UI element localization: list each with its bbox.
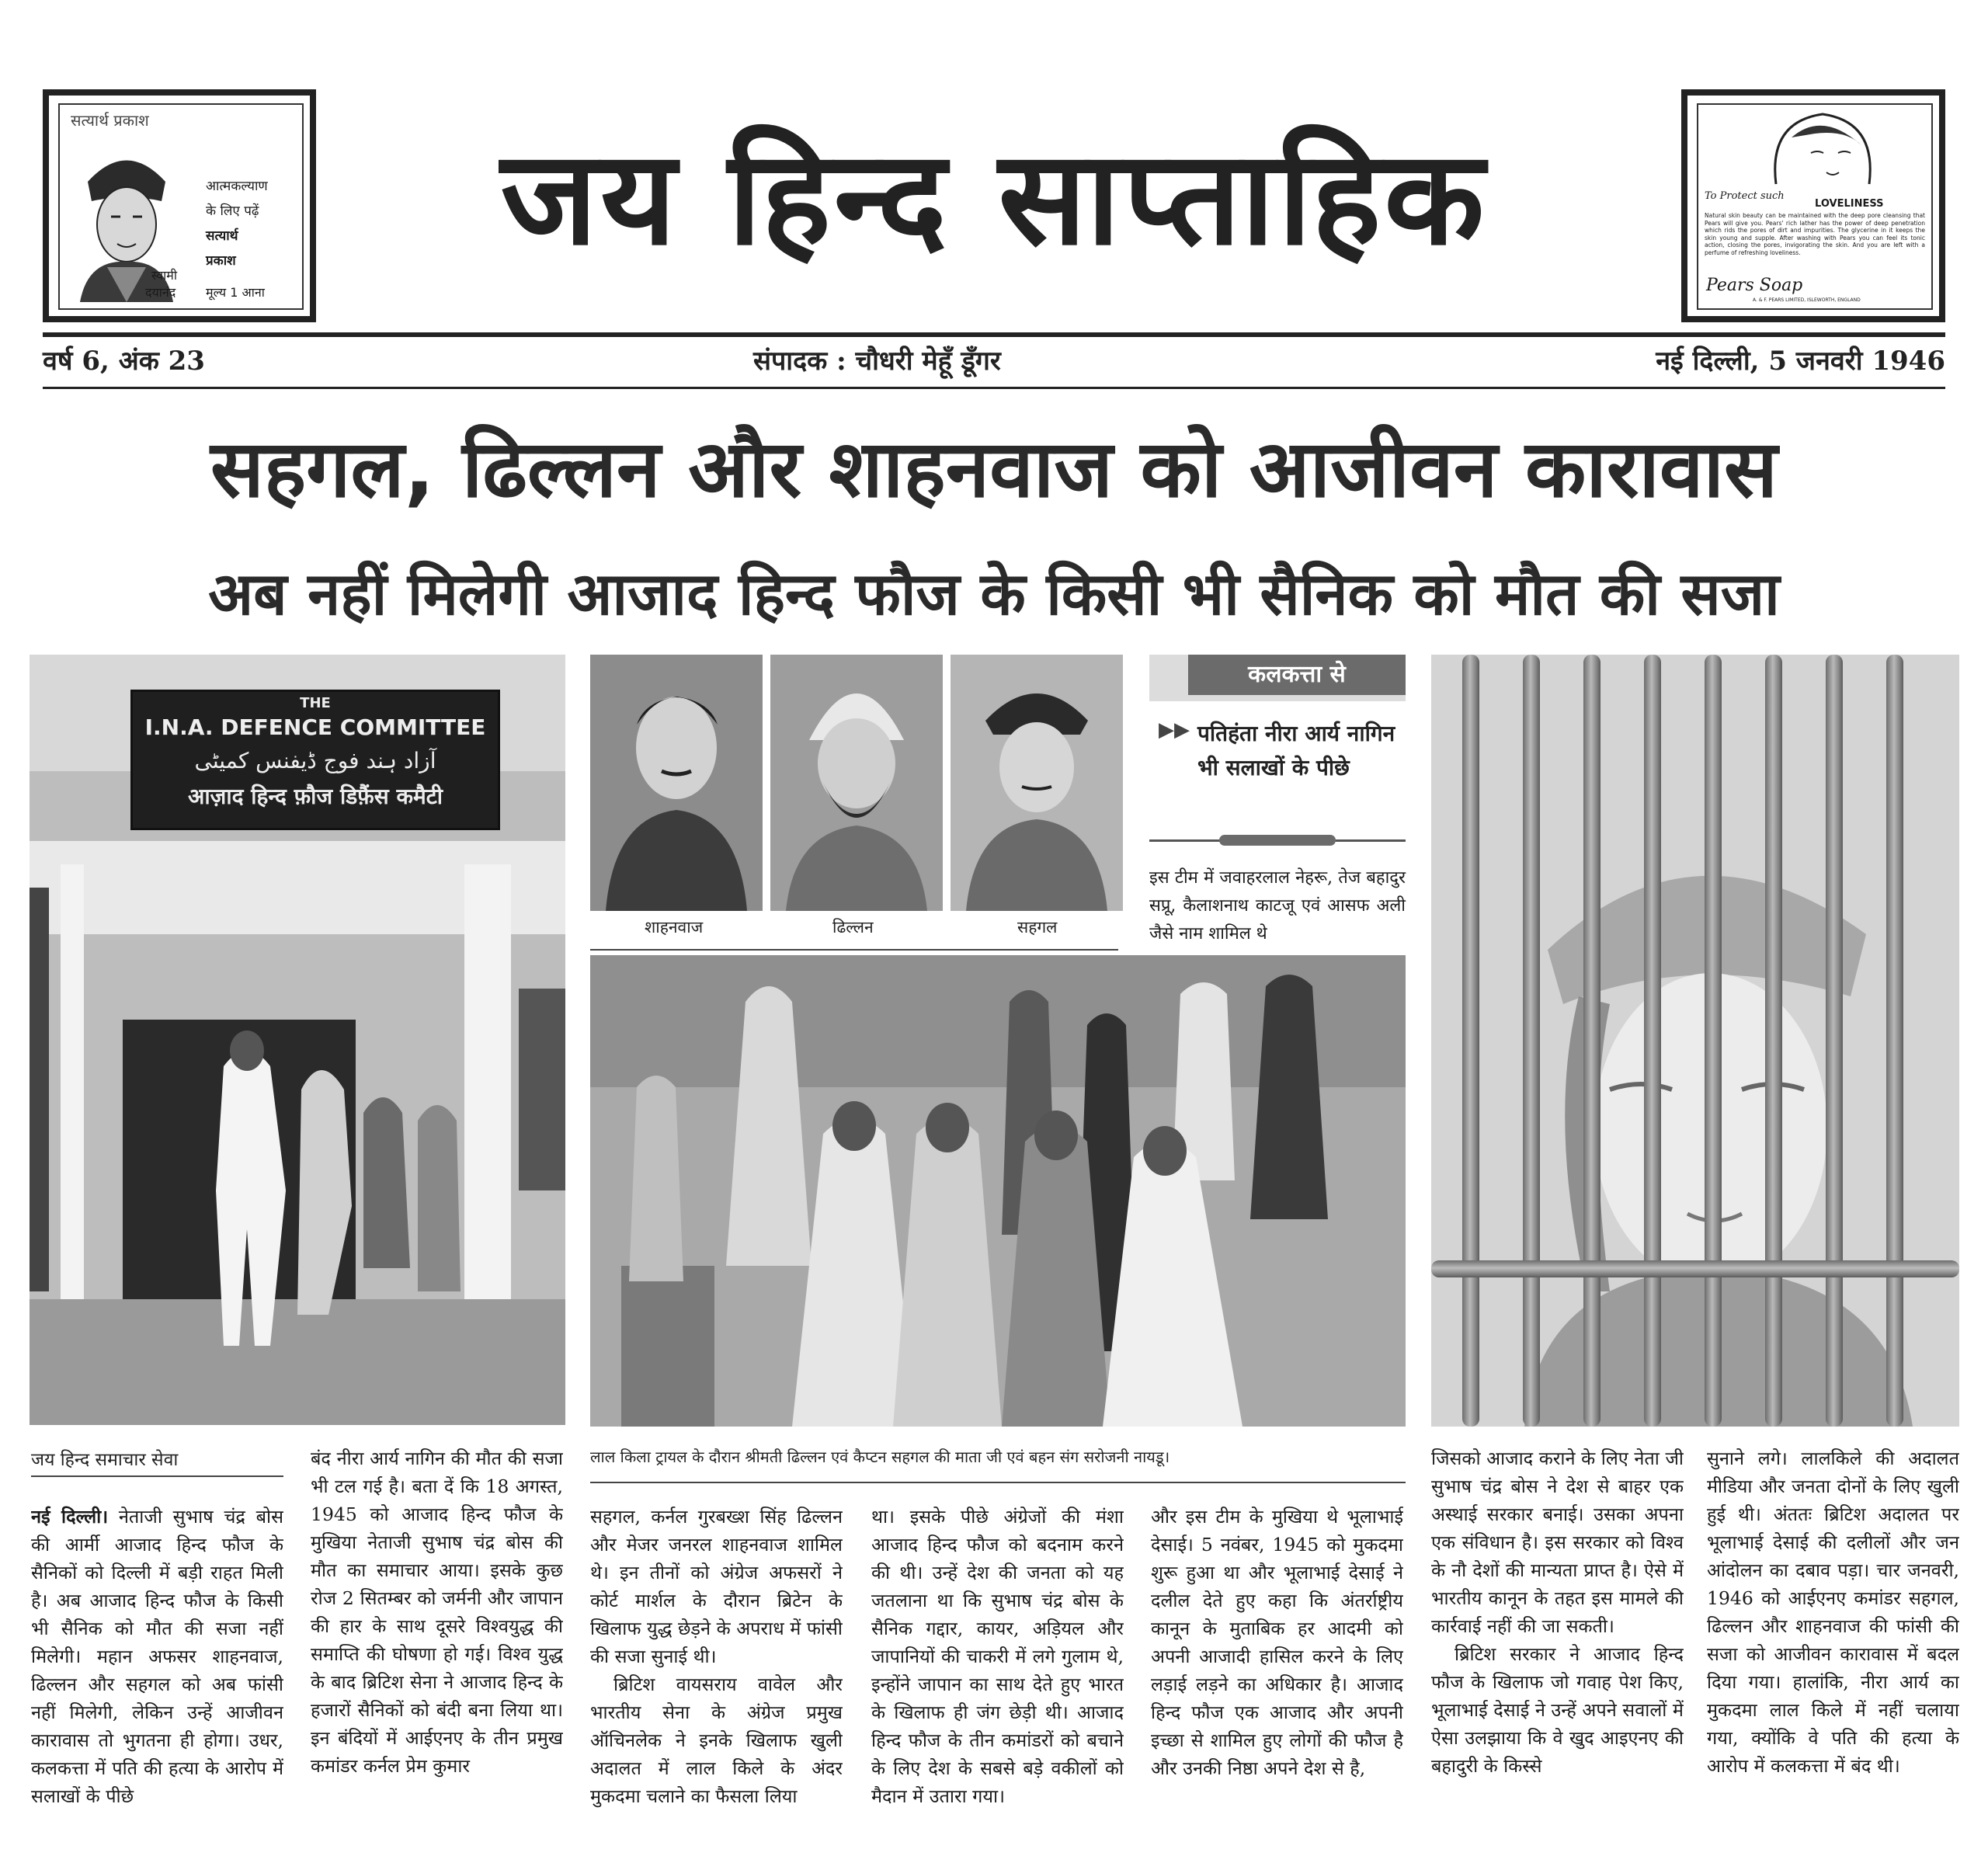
group-caption-rule: [590, 1482, 1406, 1483]
jail-bar: [1523, 655, 1540, 1427]
ad-line3: सत्यार्थ: [206, 228, 238, 244]
ad-illustration-woman: [1745, 106, 1900, 190]
main-headline: सहगल, ढिल्लन और शाहनवाज को आजीवन कारावास: [210, 423, 1778, 516]
jail-bar: [1644, 655, 1661, 1427]
ad-brand: Pears Soap: [1706, 276, 1803, 295]
article-paragraph: बंद नीरा आर्य नागिन की मौत की सजा भी टल गई है। बता दें कि 18 अगस्त, 1945 को आजाद हिन्द फौज के मुखिया नेताजी सुभाष चंद्र बोस की मौत का समाचार आया। इसके कुछ रोज 2 सितम्बर को जर्मनी और जापान की हार के साथ दूसरे विश्वयुद्ध की समाप्ति की घोषणा हो गई। विश्व युद्ध के बाद ब्रिटिश सेना ने आजाद हिन्द के हजारों सैनिकों को बंदी बना लिया था। इन बंदियों में आईएनए के तीन प्रमुख कमांडर कर्नल प्रेम कुमार: [311, 1448, 563, 1777]
jail-bar: [1583, 655, 1600, 1427]
article-column-2: [311, 1444, 563, 1833]
group-photo-caption: लाल किला ट्रायल के दौरान श्रीमती ढिल्लन एवं कैप्टन सहगल की माता जी एवं बहन संग सरोजनी नायडू।: [590, 1448, 1170, 1466]
portrait-name-sahgal: सहगल: [1017, 918, 1058, 937]
article-column-3: [590, 1503, 843, 1856]
ad-headline: LOVELINESS: [1815, 198, 1884, 210]
jail-bar: [1886, 655, 1903, 1427]
jail-bar: [1462, 655, 1479, 1427]
article-column-1: [31, 1503, 283, 1833]
right-advertisement: [1681, 89, 1945, 322]
article-column-6: [1431, 1444, 1684, 1833]
article-paragraph: सुनाने लगे। लालकिले की अदालत मीडिया और जनता दोनों के लिए खुली हुई थी। अंततः ब्रिटिश अदालत पर भूलाभाई देसाई की दलीलों और जन आंदोलन का दबाव पड़ा। चार जनवरी, 1946 को आईएनए कमांडर सहगल, ढिल्लन और शाहनवाज की फांसी की सजा को आजीवन कारावास में बदल दिया गया। हालांकि, नीरा आर्य का मुकदमा लाल किले में नहीं चलाया गया, क्योंकि वे पति की हत्या के आरोप में कलकत्ता में बंद थी।: [1707, 1448, 1959, 1777]
sidebar-tag: कलकत्ता से: [1188, 655, 1406, 695]
sub-headline: अब नहीं मिलेगी आजाद हिन्द फौज के किसी भी सैनिक को मौत की सजा: [208, 559, 1780, 628]
portrait-sahgal: [951, 655, 1123, 911]
portrait-dhillon: [770, 655, 943, 911]
article-paragraph: जिसको आजाद कराने के लिए नेता जी सुभाष चंद्र बोस ने देश से बाहर एक अस्थाई सरकार बनाई। उसका अपना एक संविधान है। इस सरकार को विश्व के नौ देशों की मान्यता प्राप्त है। ऐसे में भारतीय कानून के तहत इस मामले की कार्रवाई नहीं की जा सकती।: [1431, 1448, 1684, 1637]
article-column-7: [1707, 1444, 1959, 1833]
masthead-rule-top: [43, 332, 1945, 337]
sign-line2: آزاد ہند فوج ڈیفنس کمیٹی: [194, 748, 436, 773]
ad-footer: A. & F. PEARS LIMITED, ISLEWORTH, ENGLAND: [1753, 297, 1861, 303]
ad-body: Natural skin beauty can be maintained with the deep pore cleansing that Pears will give you. Pears' rich lather has the power of deep penetration which rids the pores of dirt and impurities. The glycerine in it keeps the skin young and supple. After washing with Pears you can feel its tonic action, closing the pores, invigorating the skin. And you are left with a perfume of refreshing loveliness.: [1705, 212, 1925, 256]
article-column-5: [1151, 1503, 1403, 1856]
ad-portrait-label1: स्वामी: [151, 268, 177, 283]
masthead-rule-bottom: [43, 387, 1945, 389]
newspaper-title: जय हिन्द साप्ताहिक: [500, 122, 1488, 274]
sign-line1: I.N.A. DEFENCE COMMITTEE: [144, 714, 486, 740]
jail-bar: [1826, 655, 1843, 1427]
sidebar-headline: पतिहंता नीरा आर्य नागिन भी सलाखों के पीछे: [1197, 721, 1395, 780]
jail-bar: [1765, 655, 1782, 1427]
portrait-name-dhillon: ढिल्लन: [832, 918, 874, 937]
editor-credit: संपादक : चौधरी मेहूँ डूँगर: [753, 346, 1001, 377]
issue-number: वर्ष 6, अंक 23: [43, 346, 205, 377]
jail-crossbar: [1431, 1260, 1959, 1277]
jail-bar: [1705, 655, 1722, 1427]
ad-line2: के लिए पढ़ें: [206, 203, 259, 219]
article-paragraph: सहगल, कर्नल गुरबख्श सिंह ढिल्लन और मेजर जनरल शाहनवाज शामिल थे। इन तीनों को अंग्रेज अफसरों ने कोर्ट मार्शल के दौरान ब्रिटेन के खिलाफ युद्ध छेड़ने के अपराध में फांसी की सजा सुनाई थी।: [590, 1506, 843, 1667]
ad-portrait-label2: दयानंद: [145, 285, 176, 300]
photo-ina-defence-committee: [30, 655, 565, 1425]
sidebar-box: [1149, 655, 1406, 950]
article-paragraph: और इस टीम के मुखिया थे भूलाभाई देसाई। 5 नवंबर, 1945 को मुकदमा शुरू हुआ था और भूलाभाई देसाई ने दलील देते हुए कहा कि अंतर्राष्ट्रीय कानून के मुताबिक हर आदमी को अपनी आजादी हासिल करने के लिए लड़ाई लड़ने का अधिकार है। आजाद हिन्द फौज एक आजाद और अपनी इच्छा से शामिल हुए लोगों की फौज है और उनकी निष्ठा अपने देश से है,: [1151, 1506, 1403, 1779]
article-paragraph: ब्रिटिश सरकार ने आजाद हिन्द फौज के खिलाफ जो गवाह पेश किए, भूलाभाई देसाई ने उन्हें अपने सवालों में ऐसा उलझाया कि वे खुद आइएनए की बहादुरी के किस्से: [1431, 1643, 1684, 1777]
dateline: नई दिल्ली, 5 जनवरी 1946: [1656, 346, 1945, 377]
sidebar-body: इस टीम में जवाहरलाल नेहरू, तेज बहादुर सप्रू, कैलाशनाथ काटजू एवं आसफ अली जैसे नाम शामिल थे: [1149, 868, 1406, 944]
article-byline: जय हिन्द समाचार सेवा: [31, 1450, 179, 1470]
ad-script-line: To Protect such: [1705, 190, 1785, 202]
ad-line4: प्रकाश: [206, 253, 236, 269]
sidebar-divider-pill: [1219, 835, 1336, 846]
photo-red-fort-trial-group: [590, 955, 1406, 1427]
portrait-strip: [590, 655, 1123, 937]
illustration-neera-arya-behind-bars: [1431, 655, 1959, 1427]
sign-line3: आज़ाद हिन्द फ़ौज डिफ़ैंस कमैटी: [187, 784, 443, 809]
ad-price: मूल्य 1 आना: [206, 285, 265, 300]
sign-line0: THE: [300, 695, 331, 711]
ad-line1: आत्मकल्याण: [206, 179, 268, 194]
article-column-4: [871, 1503, 1124, 1856]
article-paragraph: ब्रिटिश वायसराय वावेल और भारतीय सेना के अंग्रेज प्रमुख ऑचिनलेक ने इनके खिलाफ खुली अदालत में लाल किले के अंदर मुकदमा चलाने का फैसला लिया: [590, 1674, 843, 1807]
left-advertisement: [43, 89, 316, 322]
double-chevron-icon: ▶▶: [1159, 718, 1190, 742]
article-paragraph: था। इसके पीछे अंग्रेजों की मंशा आजाद हिन्द फौज को बदनाम करने की थी। उन्हें देश की जनता को यह जतलाना था कि सुभाष चंद्र बोस के सैनिक गद्दार, कायर, अड़ियल और जापानियों की चाकरी में लगे गुलाम थे, इन्होंने जापान का साथ देते हुए भारत के खिलाफ ही जंग छेड़ी थी। आजाद हिन्द फौज के तीन कमांडरों को बचाने के लिए देश के सबसे बड़े वकीलों को मैदान में उतारा गया।: [871, 1506, 1124, 1807]
byline-rule: [31, 1475, 283, 1477]
portrait-shahnawaz: [590, 655, 763, 911]
portrait-name-shahnawaz: शाहनवाज: [645, 918, 704, 937]
portrait-caption-rule: [590, 949, 1118, 951]
committee-signboard: [130, 690, 500, 830]
ad-arc-text: सत्यार्थ प्रकाश: [71, 111, 149, 130]
article-dateline-lead: नई दिल्ली।: [31, 1506, 109, 1528]
article-paragraph: नेताजी सुभाष चंद्र बोस की आर्मी आजाद हिन्द फौज के सैनिकों को दिल्ली में बड़ी राहत मिली है। अब आजाद हिन्द फौज के किसी भी सैनिक को मौत की सजा नहीं मिलेगी। महान अफसर शाहनवाज, ढिल्लन और सहगल को अब फांसी नहीं मिलेगी, लेकिन उन्हें आजीवन कारावास तो भुगतना ही होगा। उधर, कलकत्ता में पति की हत्या के आरोप में सलाखों के पीछे: [31, 1506, 283, 1807]
